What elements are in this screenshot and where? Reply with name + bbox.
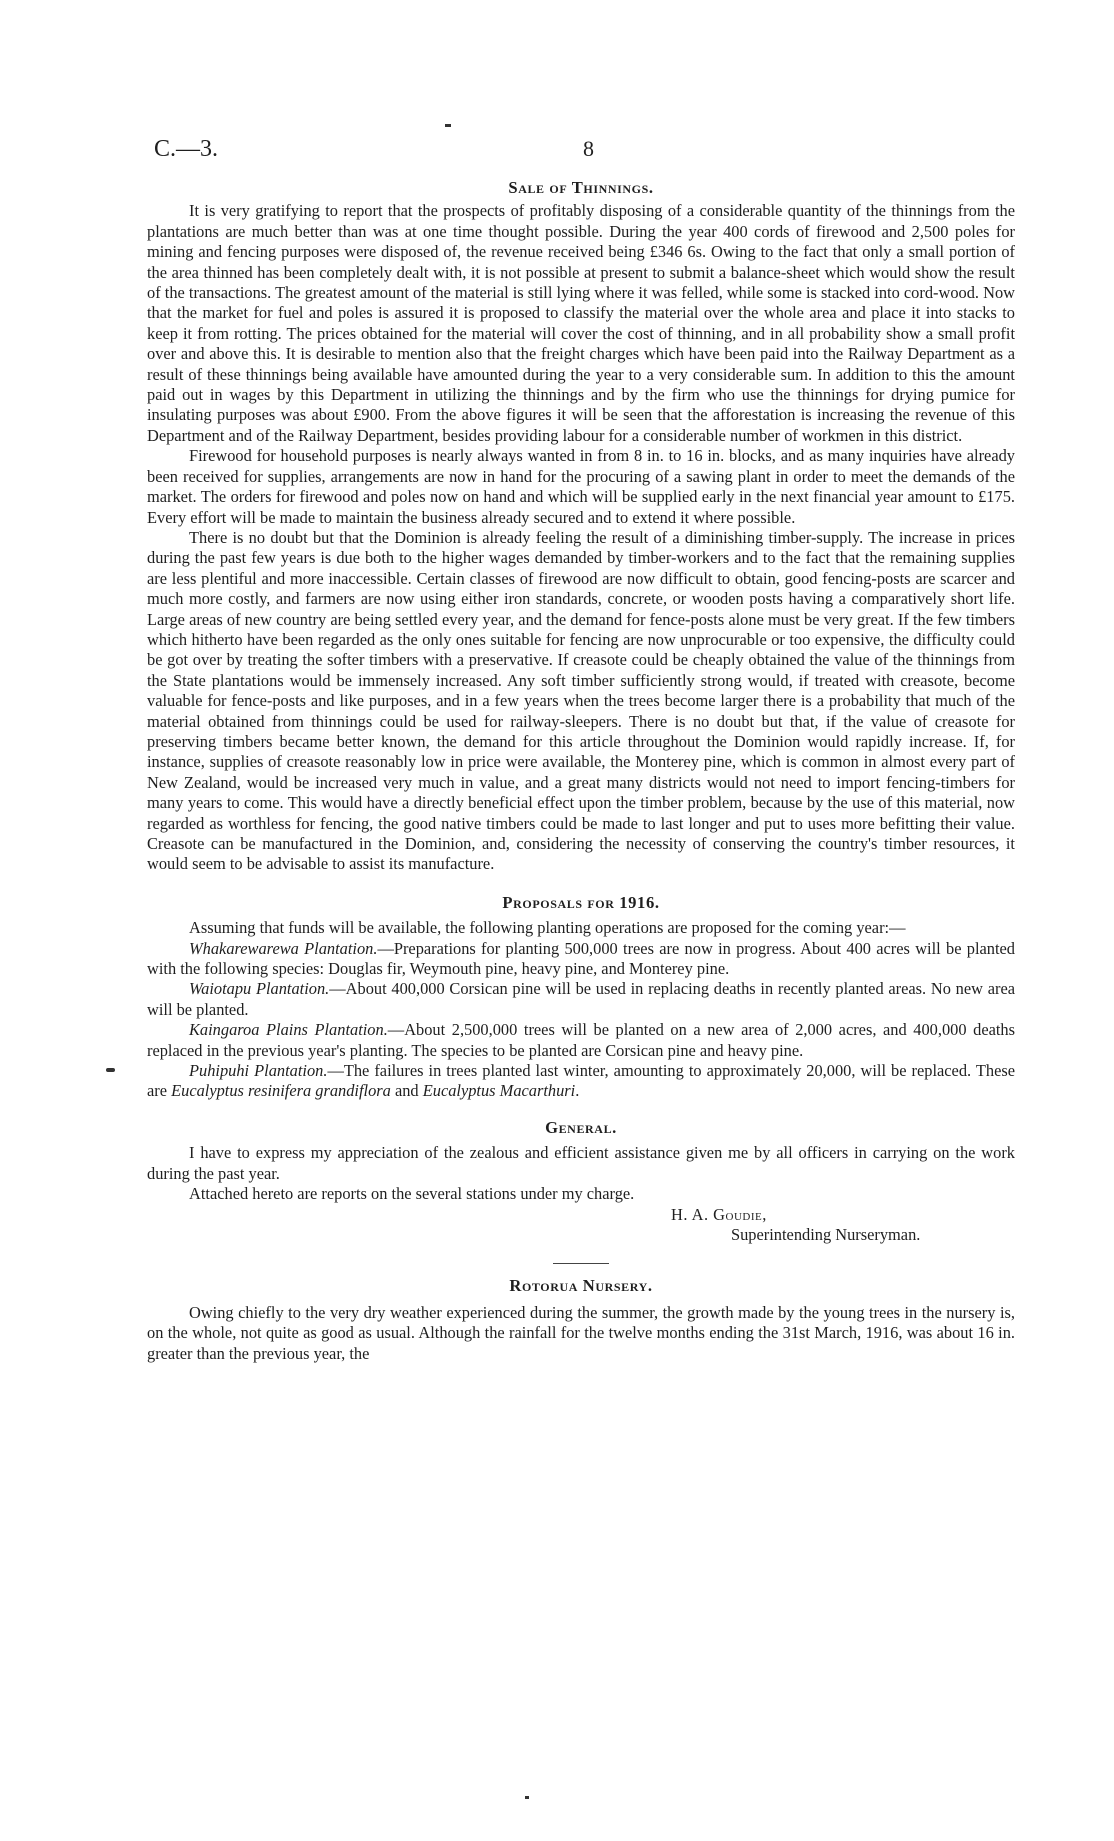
paragraph: Owing chiefly to the very dry weather experienced during the summer, the growth made by the young trees in the nursery is, on the whole, not quite as good as usual. Although the rainfall for the twelve months ending the 31st March, 1916, was about 16 in. greater than the previous year, the <box>147 1302 1015 1363</box>
proposal-text: —About 400,000 Corsican pine will be used in replacing deaths in recently planted areas. No new area will be planted. <box>147 979 1015 1019</box>
ink-speck <box>445 124 451 127</box>
paragraph: There is no doubt but that the Dominion is already feeling the result of a diminishing timber-supply. The increase in prices during the past few years is due both to the higher wages demanded by timber-workers and to the fact that the remaining supplies are less plentiful and more inaccessible. Certain classes of firewood are now difficult to obtain, good fencing-posts are scarcer and much more costly, and farmers are now using either iron standards, concrete, or wooden posts having a comparatively short life. Large areas of new country are being settled every year, and the demand for fence-posts alone must be very great. If the few timbers which hitherto have been regarded as the only ones suitable for fencing are now unprocurable or too expensive, the difficulty could be got over by treating the softer timbers with a preservative. If creasote could be cheaply obtained the value of the thinnings from the State plantations would be immensely increased. Any soft timber sufficiently strong would, if treated with creasote, become valuable for fence-posts and like purposes, and in a few years when the trees become larger there is a probability that much of the material obtained from thinnings could be used for railway-sleepers. There is no doubt but that, if the value of creasote for preserving timbers became better known, the demand for this article throughout the Dominion would rapidly increase. If, for instance, supplies of creasote reasonably low in price were available, the Monterey pine, which is common in almost every part of New Zealand, would be increased very much in value, and a great many districts would not need to import fencing-timbers for many years to come. This would have a directly beneficial effect upon the timber problem, because by the use of this material, now regarded as worthless for fencing, the good native timbers could be made to last longer and put to uses more befitting their value. Creasote can be manufactured in the Dominion, and, considering the necessity of conserving the country's timber resources, it would seem to be advisable to assist its manufacture. <box>147 527 1015 874</box>
series-reference: C.—3. <box>154 136 219 162</box>
proposal-item <box>147 1020 1015 1061</box>
signature-name: H. A. Goudie, <box>671 1204 767 1224</box>
species-name: Eucalyptus resinifera grandiflora <box>171 1081 391 1101</box>
section-heading-proposals: Proposals for 1916. <box>502 892 660 912</box>
section-divider <box>553 1263 609 1264</box>
species-name: Eucalyptus Macarthuri <box>422 1081 576 1101</box>
plantation-name: Kaingaroa Plains Plantation. <box>189 1020 388 1040</box>
section-heading-rotorua-nursery: Rotorua Nursery. <box>509 1276 653 1296</box>
plantation-name: Whakarewarewa Plantation. <box>189 938 378 958</box>
proposal-item <box>147 939 1015 980</box>
section-heading-general: General. <box>545 1117 617 1137</box>
plantation-name: Waiotapu Plantation. <box>189 979 330 999</box>
proposal-item <box>147 979 1015 1020</box>
proposal-text: —Preparations for planting 500,000 trees are now in progress. About 400 acres will be planted with the following species: Douglas fir, Weymouth pine, heavy pine, and Monterey pine. <box>147 938 1015 979</box>
paragraph: Attached hereto are reports on the several stations under my charge. <box>189 1184 635 1204</box>
section-heading-sale-of-thinnings: Sale of Thinnings. <box>508 178 654 197</box>
body-column <box>147 178 1015 1364</box>
proposal-text: —The failures in trees planted last winter, amounting to approximately 20,000, will be replaced. These are <box>147 1061 1015 1101</box>
paragraph: Firewood for household purposes is nearly always wanted in from 8 in. to 16 in. blocks, and as many inquiries have already been received for supplies, arrangements are now in hand for the procuring of a sawing plant in order to meet the demands of the market. The orders for firewood and poles now on hand and which will be supplied early in the next financial year amount to £175. Every effort will be made to maintain the business already secured and to extend it where possible. <box>147 446 1015 527</box>
proposal-text: . <box>575 1081 580 1101</box>
paragraph: It is very gratifying to report that the prospects of profitably disposing of a considerable quantity of the thinnings from the plantations are much better than was at one time thought possible. During the year 400 cords of firewood and 2,500 poles for mining and fencing purposes were disposed of, the revenue received being £346 6s. Owing to the fact that only a small portion of the area thinned has been completely dealt with, it is not possible at present to submit a balance-sheet which would show the result of the transactions. The greatest amount of the material is still lying where it was felled, while some is stacked into cord-wood. Now that the market for fuel and poles is assured it is proposed to classify the material over the whole area and place it into stacks to keep it from rotting. The prices obtained for the material will cover the cost of thinning, and in all probability show a small profit over and above this. It is desirable to mention also that the freight charges which have been paid into the Railway Department as a result of these thinnings being available have amounted during the year to a very considerable sum. In addition to this the amount paid out in wages by this Department in utilizing the thinnings and by the firm who use the thinnings for drying pumice for insulating purposes was about £900. From the above figures it will be seen that the afforestation is increasing the revenue of this Department and of the Railway Department, besides providing labour for a considerable number of workmen in this district. <box>147 201 1015 445</box>
proposal-text: —About 2,500,000 trees will be planted on a new area of 2,000 acres, and 400,000 deaths replaced in the previous year's planting. The species to be planted are Corsican pine and heavy pine. <box>147 1020 1015 1060</box>
page-number: 8 <box>583 136 594 161</box>
paragraph: I have to express my appreciation of the zealous and efficient assistance given me by all officers in carrying on the work during the past year. <box>147 1143 1015 1183</box>
paragraph: Assuming that funds will be available, the following planting operations are proposed for the coming year:— <box>189 918 906 938</box>
plantation-name: Puhipuhi Plantation. <box>189 1061 328 1081</box>
proposal-text: and <box>390 1081 423 1101</box>
proposal-item <box>147 1061 1015 1102</box>
signature-title: Superintending Nurseryman. <box>731 1224 921 1244</box>
ink-speck <box>106 1068 115 1072</box>
ink-speck <box>525 1796 529 1799</box>
